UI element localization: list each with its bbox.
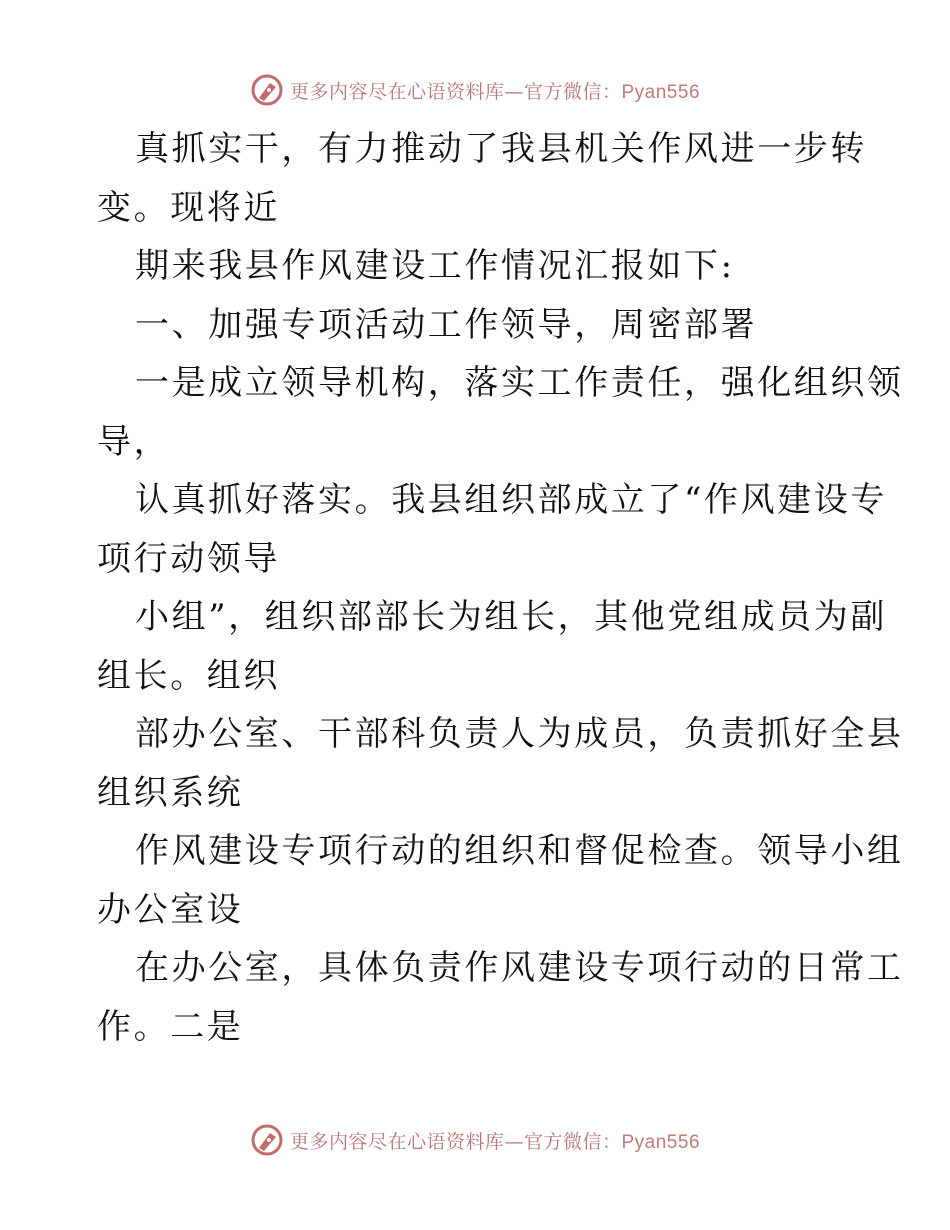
- text-line: 项行动领导: [97, 538, 280, 579]
- text-line: 部办公室、干部科负责人为成员，负责抓好全县: [135, 714, 904, 754]
- text-line: 在办公室，具体负责作风建设专项行动的日常工: [135, 948, 904, 988]
- text-line: 一是成立领导机构，落实工作责任，强化组织领: [135, 363, 904, 403]
- pen-nib-logo-icon: [250, 73, 284, 107]
- banner-text: 更多内容尽在心语资料库—官方微信：Pyan556: [289, 80, 701, 103]
- text-line: 期来我县作风建设工作情况汇报如下:: [135, 246, 735, 286]
- banner-text: 更多内容尽在心语资料库—官方微信：Pyan556: [289, 1130, 701, 1153]
- text-line: 组织系统: [97, 772, 244, 813]
- banner-wechat-id: Pyan556: [621, 1131, 701, 1153]
- pen-nib-logo-icon: [250, 1123, 284, 1157]
- text-line: 作。二是: [97, 1006, 244, 1047]
- text-line: 组长。组织: [97, 655, 280, 696]
- text-line: 办公室设: [97, 889, 244, 930]
- text-line: 变。现将近: [97, 187, 280, 228]
- text-line: 一、加强专项活动工作领导，周密部署: [135, 304, 758, 345]
- text-line: 真抓实干，有力推动了我县机关作风进一步转: [135, 129, 867, 169]
- text-line: 小组”，组织部部长为组长，其他党组成员为副: [135, 597, 887, 637]
- text-line: 导，: [97, 421, 171, 462]
- header-banner: [0, 70, 950, 110]
- text-line: 作风建设专项行动的组织和督促检查。领导小组: [135, 831, 904, 871]
- footer-banner: [0, 1120, 950, 1160]
- text-line: 认真抓好落实。我县组织部成立了“作风建设专: [135, 480, 887, 520]
- banner-wechat-id: Pyan556: [621, 81, 701, 103]
- document-body: [97, 120, 904, 1056]
